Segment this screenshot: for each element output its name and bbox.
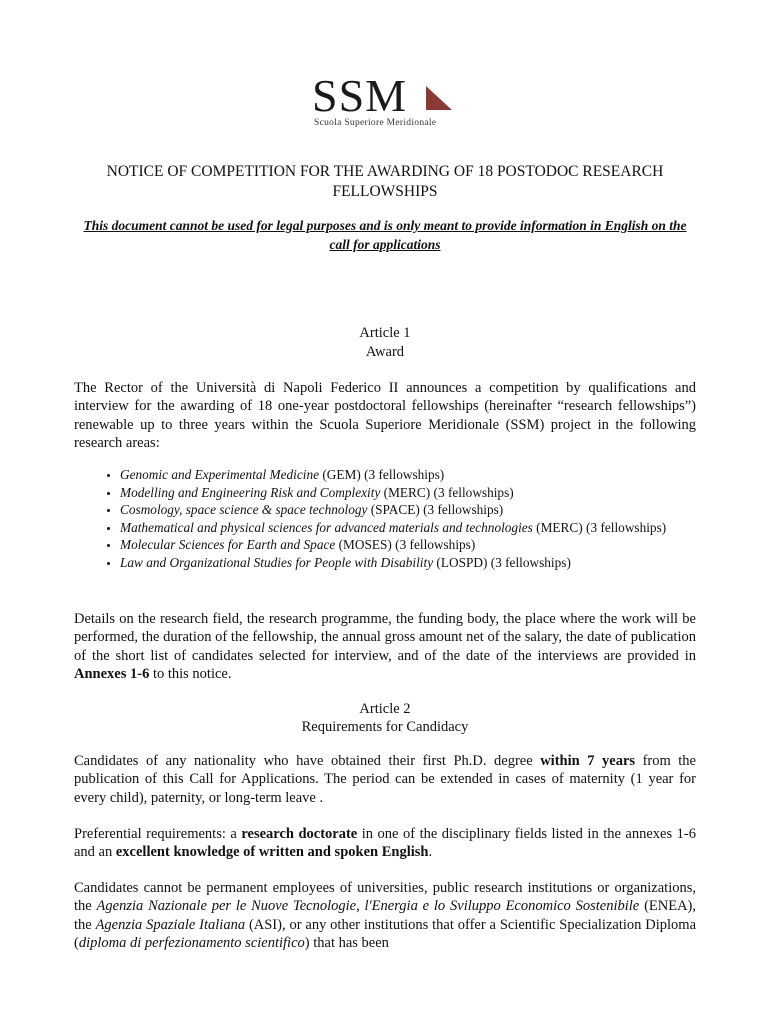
article-2-paragraph-2: Preferential requirements: a research doctorate in one of the disciplinary fields listed in the annexes 1-6 and an excellent knowledge of written and spoken English.: [74, 826, 696, 861]
logo-subtitle: Scuola Superiore Meridionale: [314, 118, 437, 128]
list-item: • Modelling and Engineering Risk and Complexity (MERC) (3 fellowships): [120, 484, 696, 502]
article-2-heading: Requirements for Candidacy: [301, 719, 469, 735]
article-1-intro: The Rector of the Università di Napoli Federico II announces a competition by qualifications and interview for the awarding of 18 one-year postdoctoral fellowships (hereinafter “research fellowships”) renewable up to three years within the Scuola Superiore Meridionale (SSM) project in the following research areas:: [74, 380, 696, 452]
article-2-paragraph-1: Candidates of any nationality who have obtained their first Ph.D. degree within 7 years from the publication of this Call for Applications. The period can be extended in cases of maternity (1 year for every child), paternity, or long-term leave .: [74, 753, 696, 806]
logo-triangle-icon: [426, 86, 452, 110]
article-1-heading: Award: [365, 344, 405, 360]
list-item: • Cosmology, space science & space technology (SPACE) (3 fellowships): [120, 501, 696, 519]
document-title: NOTICE OF COMPETITION FOR THE AWARDING OF 18 POSTODOC RESEARCH FELLOWSHIPS: [106, 163, 664, 200]
logo-mark: SSM: [312, 70, 408, 121]
list-item: • Mathematical and physical sciences for advanced materials and technologies (MERC) (3 fellowships): [120, 519, 696, 537]
ssm-logo: [312, 70, 462, 130]
research-areas-list: [74, 466, 696, 571]
article-2-number: Article 2: [359, 701, 411, 717]
disclaimer: This document cannot be used for legal purposes and is only meant to provide information in English on the call for applications: [83, 218, 687, 252]
list-item: • Molecular Sciences for Earth and Space (MOSES) (3 fellowships): [120, 536, 696, 554]
article-1-number: Article 1: [359, 325, 411, 341]
list-item: • Genomic and Experimental Medicine (GEM) (3 fellowships): [120, 466, 696, 484]
article-2-paragraph-3: Candidates cannot be permanent employees of universities, public research institutions or organizations, the Agenzia Nazionale per le Nuove Tecnologie, l'Energia e lo Sviluppo Economico Sostenibile (ENEA), the Agenzia Spaziale Italiana (ASI), or any other institutions that offer a Scientific Specialization Diploma (diploma di perfezionamento scientifico) that has been: [74, 880, 697, 952]
article-1-details: Details on the research field, the research programme, the funding body, the place where the work will be performed, the duration of the fellowship, the annual gross amount net of the salary, the date of publication of the short list of candidates selected for interview, and of the date of the interviews are provided in Annexes 1-6 to this notice.: [74, 611, 696, 683]
list-item: • Law and Organizational Studies for People with Disability (LOSPD) (3 fellowships): [120, 554, 696, 572]
